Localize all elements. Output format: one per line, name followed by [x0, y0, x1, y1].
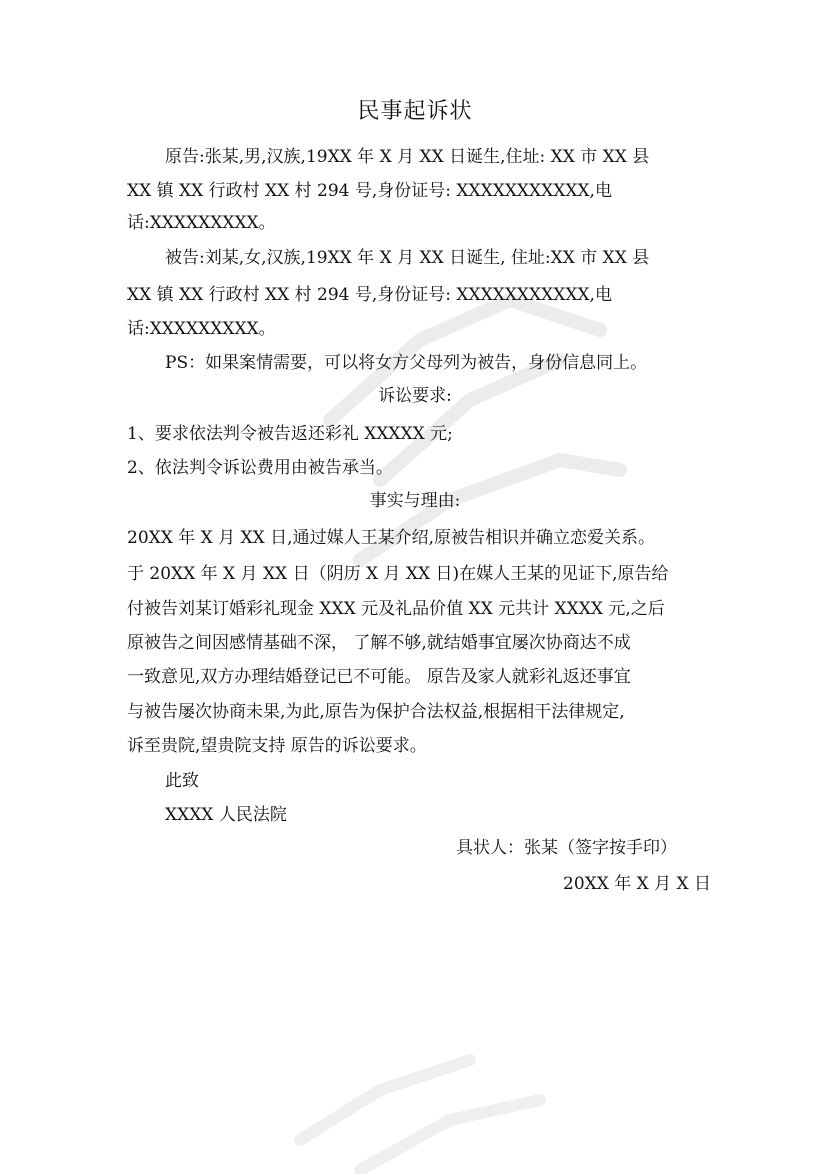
plaintiff-line-1: 原告:张某,男,汉族,19XX 年 X 月 XX 日诞生,住址: XX 市 XX 县	[165, 147, 650, 167]
facts-heading: 事实与理由:	[369, 491, 461, 511]
facts-line-1: 20XX 年 X 月 XX 日,通过媒人王某介绍,原被告相识并确立恋爱关系。	[127, 528, 655, 548]
claims-heading: 诉讼要求:	[378, 386, 452, 406]
claim-item-1: 1、要求依法判令被告返还彩礼 XXXXX 元;	[127, 424, 453, 444]
facts-line-6: 与被告屡次协商未果,为此,原告为保护合法权益,根据相干法律规定,	[127, 702, 625, 722]
defendant-line-2: XX 镇 XX 行政村 XX 村 294 号,身份证号: XXXXXXXXXXX,电	[127, 285, 612, 305]
court-name: XXXX 人民法院	[165, 805, 287, 825]
closing-salutation: 此致	[165, 771, 199, 791]
facts-line-4: 原被告之间因感情基础不深， 了解不够,就结婚事宜屡次协商达不成	[127, 633, 631, 653]
facts-line-3: 付被告刘某订婚彩礼现金 XXX 元及礼品价值 XX 元共计 XXXX 元,之后	[127, 599, 665, 619]
ps-note: PS：如果案情需要，可以将女方父母列为被告，身份信息同上。	[165, 353, 648, 373]
plaintiff-line-3: 话:XXXXXXXXX。	[127, 213, 276, 233]
document-title: 民事起诉状	[357, 99, 473, 124]
document-date: 20XX 年 X 月 X 日	[563, 874, 712, 894]
defendant-line-1: 被告:刘某,女,汉族,19XX 年 X 月 XX 日诞生, 住址:XX 市 XX 县	[165, 248, 650, 268]
facts-line-2: 于 20XX 年 X 月 XX 日（阴历 X 月 XX 日)在媒人王某的见证下,原告给	[127, 564, 669, 584]
facts-line-5: 一致意见,双方办理结婚登记已不可能。 原告及家人就彩礼返还事宜	[127, 667, 631, 687]
plaintiff-line-2: XX 镇 XX 行政村 XX 村 294 号,身份证号: XXXXXXXXXXX,电	[127, 181, 612, 201]
signer-line: 具状人：张某（签字按手印）	[456, 838, 677, 858]
facts-line-7: 诉至贵院,望贵院支持 原告的诉讼要求。	[127, 736, 427, 756]
claim-item-2: 2、依法判令诉讼费用由被告承当。	[127, 458, 393, 478]
defendant-line-3: 话:XXXXXXXXX。	[127, 319, 276, 339]
